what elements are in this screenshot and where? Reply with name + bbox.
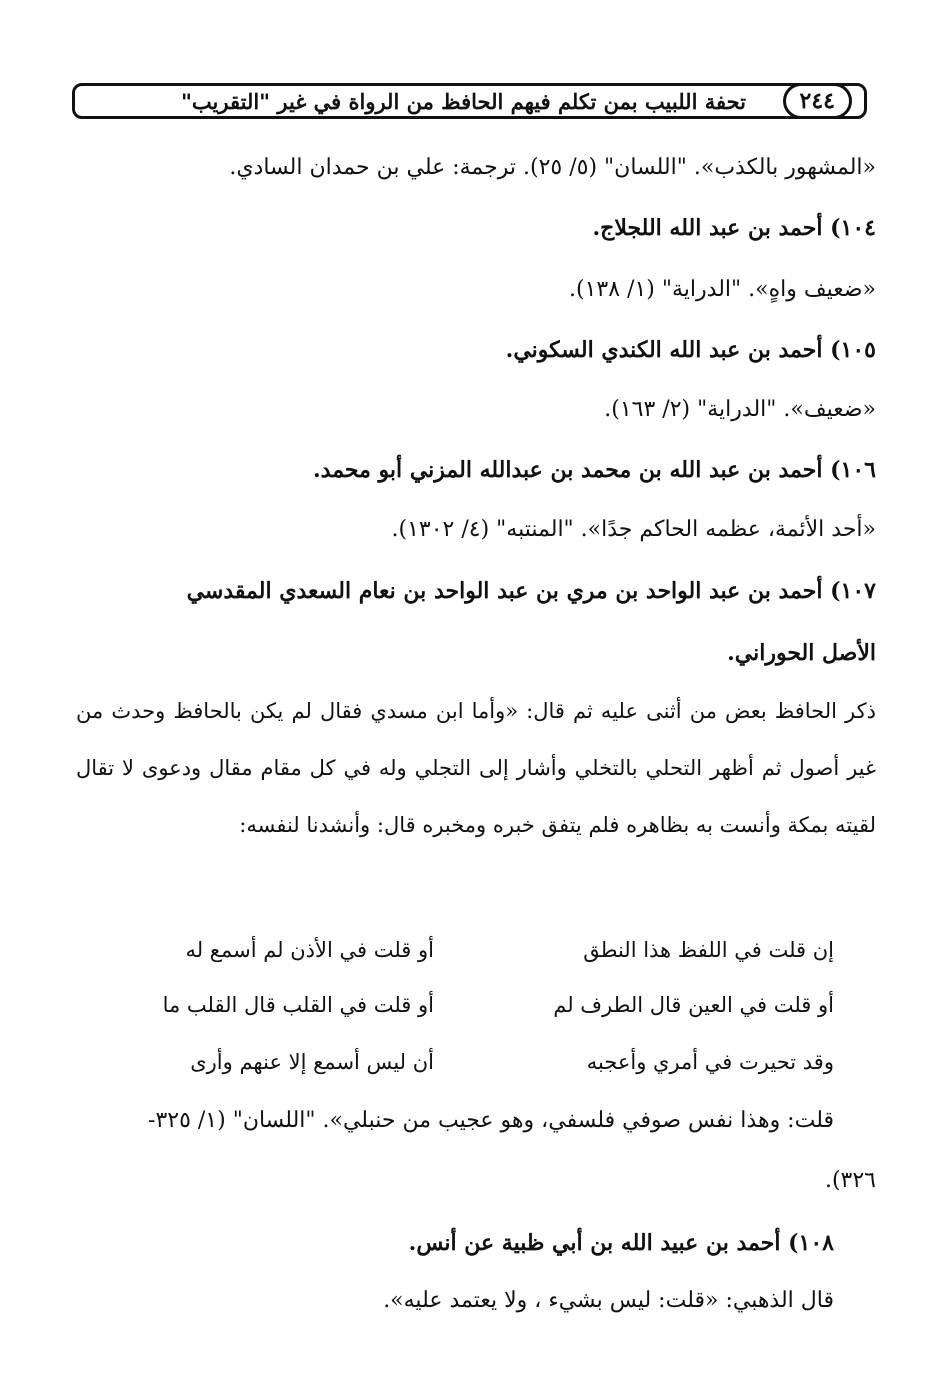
- quote-line: قلت: وهذا نفس صوفي فلسفي، وهو عجيب من حنبلي». "اللسان" (١/ ٣٢٥-: [148, 1108, 834, 1133]
- verse-1-second-hemistich: أو قلت في الأذن لم أسمع له: [185, 938, 434, 962]
- entry-107-paragraph: ذكر الحافظ بعض من أثنى عليه ثم قال: «وأما ابن مسدي فقال لم يكن بالحافظ وحدث من غير أصول ثم أظهر التحلي بالتخلي وأشار إلى التجلي وله في كل مقام مقال ودعوى لا تقال لقيته بمكة وأنست به بظاهره فلم يتفق خبره ومخبره قال: وأنشدنا لنفسه:: [76, 699, 876, 837]
- entry-106-heading: ١٠٦) أحمد بن عبد الله بن محمد بن عبدالله المزني أبو محمد.: [312, 457, 876, 483]
- entry-107-heading-cont: الأصل الحوراني.: [727, 640, 876, 666]
- entry-107-heading: ١٠٧) أحمد بن عبد الواحد بن مري بن عبد الواحد بن نعام السعدي المقدسي: [186, 578, 876, 604]
- quote-line-end: ٣٢٦).: [824, 1168, 876, 1193]
- verse-3-second-hemistich: أن ليس أسمع إلا عنهم وأرى: [190, 1050, 434, 1074]
- entry-104-heading: ١٠٤) أحمد بن عبد الله اللجلاج.: [592, 215, 876, 241]
- verse-3-first-hemistich: وقد تحيرت في أمري وأعجبه: [586, 1050, 834, 1074]
- entry-105-note: «ضعيف». "الدراية" (٢/ ١٦٣).: [604, 397, 876, 422]
- entry-106-note: «أحد الأئمة، عظمه الحاكم جدًا». "المنتبه" (٤/ ١٣٠٢).: [391, 517, 876, 542]
- verse-1-first-hemistich: إن قلت في اللفظ هذا النطق: [583, 938, 834, 962]
- page-header: [72, 83, 867, 119]
- verse-2-first-hemistich: أو قلت في العين قال الطرف لم: [553, 993, 834, 1017]
- entry-105-heading: ١٠٥) أحمد بن عبد الله الكندي السكوني.: [505, 337, 876, 363]
- page-number: ٢٤٤: [783, 83, 852, 119]
- entry-108-note: قال الذهبي: «قلت: ليس بشيء ، ولا يعتمد عليه».: [383, 1288, 834, 1313]
- entry-108-heading: ١٠٨) أحمد بن عبيد الله بن أبي ظبية عن أنس.: [408, 1230, 834, 1256]
- verse-2-second-hemistich: أو قلت في القلب قال القلب ما: [162, 993, 434, 1017]
- entry-104-note: «ضعيف واهٍ». "الدراية" (١/ ١٣٨).: [569, 277, 876, 302]
- entry-103-note: «المشهور بالكذب». "اللسان" (٥/ ٢٥). ترجمة: علي بن حمدان السادي.: [229, 155, 876, 180]
- running-title: تحفة اللبيب بمن تكلم فيهم الحافظ من الرواة في غير "التقريب": [180, 89, 746, 114]
